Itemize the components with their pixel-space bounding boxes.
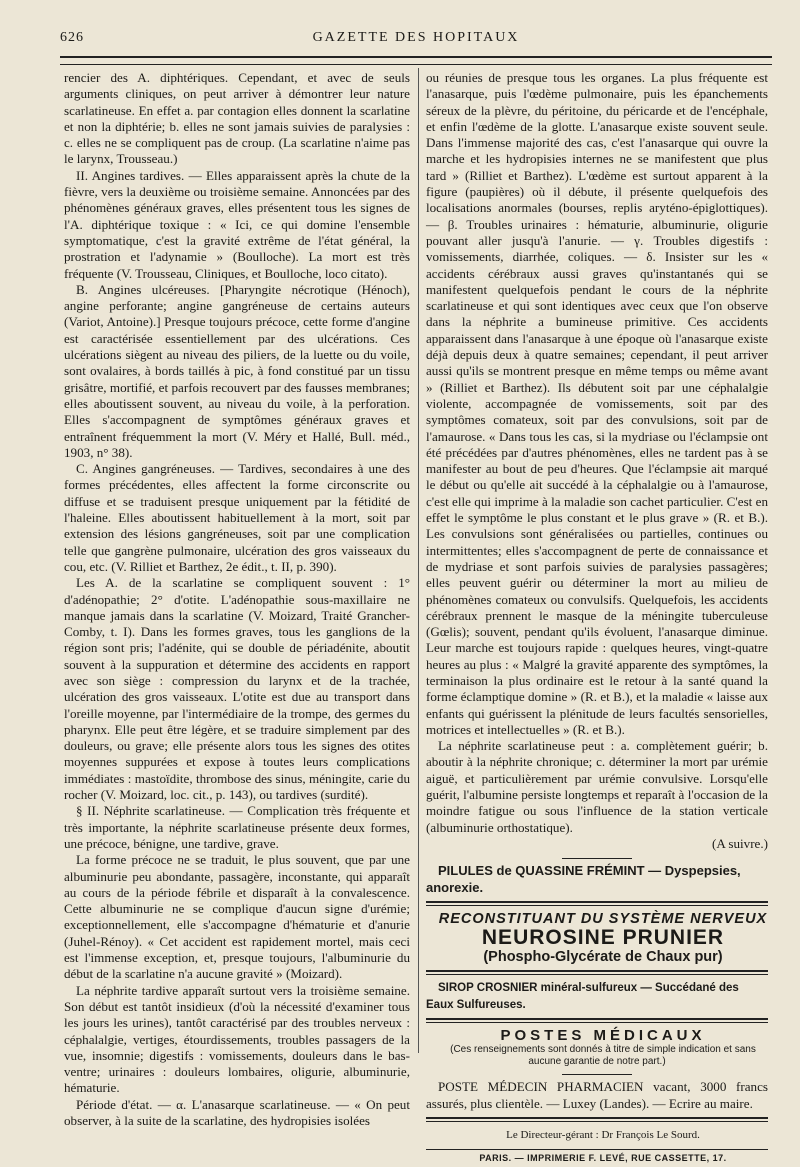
left-column — [64, 70, 410, 1129]
paragraph: II. Angines tardives. — Elles apparaissent après la chute de la fièvre, vers la deuxième ou troisième semaine. Annoncées par des phénomènes généraux graves, elles présentent tous les signes de l'A. diphtérique toxique : « Ici, ce qui domine l'ensemble symptomatique, c'est la gravité extrême de l'état général, la prostration et l'adynamie » (Boulloche). La mort est très fréquente (V. Trousseau, Cliniques, et Boulloche, loco citato). — [64, 167, 410, 281]
ad-neurosine: NEUROSINE PRUNIER — [481, 926, 725, 950]
paragraph: La néphrite tardive apparaît surtout vers la troisième semaine. Son début est tantôt insidieux (d'où la nécessité d'examiner tous les jours les urines), tantôt caractérisé par des troubles nerveux : céphalalgie, vertiges, étourdissements, troubles passagers de la vue, insomnie; digestifs : vomissements, douleurs dans le bas-ventre; urinaires : douleurs lombaires, oligurie, albuminurie, hématurie. — [64, 982, 410, 1096]
ad-pilules: PILULES de QUASSINE FRÉMINT — Dyspepsies, anorexie. — [426, 863, 741, 895]
paragraph: Les A. de la scarlatine se compliquent souvent : 1° d'adénopathie; 2° d'otite. L'adénopathie sous-maxillaire ne manque jamais dans la scarlatine (V. Moizard, Traité Grancher-Comby, t. I). Dans les formes graves, tous les ganglions de la région sont pris; l'adénite, qui se double de périadénite, aboutit souvent à la suppuration et détermine des accidents en rapport avec son siège : compression du larynx et de la trachée, ulcération des gros vaisseaux. L'otite est due au transport dans l'oreille moyenne, par l'intermédiaire de la trompe, des germes du pharynx. Elle peut être légère, et se traduire simplement par des douleurs, ou grave; elle présente alors tous les signes des otites moyennes suppurées et expose à toutes leurs complications immédiates : mastoïdite, thrombose des sinus, méningite, carie du rocher (V. Moizard, loc. cit., p. 143), ou tardives (surdité). — [64, 575, 410, 803]
ad-rule — [426, 1018, 768, 1023]
paragraph: La néphrite scarlatineuse peut : a. complètement guérir; b. aboutir à la néphrite chronique; c. déterminer la mort par urémie aiguë, et particulièrement par urémie convulsive. Lorsqu'elle guérit, l'albumine persiste longtemps et reparaît à l'occasion de la moindre fatigue ou sous l'influence de la station verticale (albuminurie orthostatique). — [426, 738, 768, 835]
postes-note: (Ces renseignements sont donnés à titre de simple indication et sans aucune garantie de notre part.) — [450, 1044, 756, 1068]
page-number: 626 — [60, 30, 84, 45]
paragraph: La forme précoce ne se traduit, le plus souvent, que par une albuminurie peu abondante, passagère, inconstante, qui apparaît au cours de la période fébrile et disparaît à la convalescence. Cette albuminurie ne se complique d'aucun signe d'urémie; exceptionnellement, elle s'accompagne d'hématurie et d'anurie (Juhel-Rénoy). « Cet accident est rapidement mortel, mais ceci est l'immense exception, et, presque toujours, l'albuminurie du début de la scarlatine n'a aucune gravité » (Moizard). — [64, 852, 410, 982]
column-divider — [418, 68, 419, 1053]
ad-phospho: (Phospho-Glycérate de Chaux pur) — [483, 949, 723, 966]
ad-reconstituant: RECONSTITUANT DU SYSTÈME NERVEUX — [438, 910, 768, 927]
ad-sirop: SIROP CROSNIER minéral-sulfureux — Succédané des Eaux Sulfureuses. — [426, 982, 739, 1011]
ad-rule — [426, 1117, 768, 1122]
separator — [562, 1074, 632, 1075]
running-title: GAZETTE DES HOPITAUX — [312, 30, 520, 45]
paragraph: § II. Néphrite scarlatineuse. — Complication très fréquente et très importante, la néphrite scarlatineuse présente deux formes, une précoce, bénigne, une tardive, grave. — [64, 803, 410, 851]
to-be-continued: (A suivre.) — [712, 835, 768, 851]
page-header — [60, 30, 772, 52]
paragraph: rencier des A. diphtériques. Cependant, et avec de seuls arguments cliniques, on peut arriver à démontrer leur nature scarlatineuse. En effet a. par contagion elles donnent la scarlatine et non la diphtérie; b. elles ne sont jamais suivies de paralysies : c. elles ne se compliquent pas de croup. (La scarlatine n'aime pas le larynx, Trousseau.) — [64, 70, 410, 167]
paragraph: ou réunies de presque tous les organes. La plus fréquente est l'anasarque, puis l'œdème pulmonaire, puis les épanchements séreux de la plèvre, du péritoine, du péricarde et de l'encéphale, et enfin l'œdème de la glotte. L'anasarque existe souvent seule. Dans l'immense majorité des cas, c'est l'anasarque qui ouvre la marche et les hydropisies internes ne se manifestent que plus tard » (Rilliet et Barthez). L'œdème est surtout apparent à la figure (paupières) où il débute, il présente quelquefois des localisations anormales (bourses, replis aryténo-épiglottiques). — β. Troubles urinaires : hématurie, albuminurie, oligurie pouvant aller jusqu'à l'anurie. — γ. Troubles digestifs : vomissements, diarrhée, coliques. — δ. Insister sur les « accidents cérébraux aussi graves qu'instantanés qui se manifestent quelquefois pendant le cours de la néphrite scarlatineuse et qui sont identiques avec ceux que l'on observe dans la néphrite a bumineuse primitive. Ces accidents apparaissent dans l'anasarque à une époque où l'anasarque existe déjà depuis deux à quatre semaines; cependant, il peut arriver aussi qu'ils se montrent presque en même temps ou même avant » (Rilliet et Barthez). Ils débutent soit par une céphalalgie violente, accompagnée de vomissements, soit par des symptômes comateux, soit par des convulsions, soit par de l'amaurose. « Dans tous les cas, si la mydriase ou l'éclampsie ont été précédées par d'autres phénomènes, elles ne tardent pas à se manifester au bout de peu d'heures. Que l'éclampsie ait marqué le début ou qu'elle ait succédé à la céphalalgie ou à l'amaurose, c'est elle qui imprime à la maladie son cachet particulier. C'est en effet le symptôme le plus constant et le plus grave » (R. et B.). Les convulsions sont généralisées ou partielles, continues ou intermittentes; elles s'accompagnent de perte de connaissance et de mydriase et sont parfois suivies de paralysies passagères; elles peuvent guérir ou déterminer la mort au milieu de phénomènes comateux ou convulsifs. Quelquefois, les accidents cérébraux prennent le masque de la méningite tuberculeuse (Gœlis); souvent, pendant qu'ils évoluent, l'anasarque diminue. Leur marche est toujours rapide : quelques heures, vingt-quatre heures au plus : « Malgré la gravité apparente des symptômes, la terminaison la plus ordinaire est le retour à la santé quand la forme éclamptique domine » (R. et B.), et la maladie « laisse aux enfants qui guérissent la plénitude de leurs facultés sensorielles, motrices et intellectuelles » (R. et B.). — [426, 70, 768, 737]
paragraph: Période d'état. — α. L'anasarque scarlatineuse. — « On peut observer, à la suite de la scarlatine, des hydropisies isolées — [64, 1096, 410, 1128]
ad-rule — [426, 970, 768, 975]
postes-title: POSTES MÉDICAUX — [500, 1027, 706, 1045]
poste-medecin: POSTE MÉDECIN PHARMACIEN vacant, 3000 francs assurés, plus clientèle. — Luxey (Landes). — Ecrire au maire. — [426, 1079, 768, 1111]
header-rule — [60, 56, 772, 65]
paragraph: C. Angines gangréneuses. — Tardives, secondaires à une des formes précédentes, elles affectent la forme circonscrite ou diffuse et se traduisent presque uniquement par la fétidité de l'haleine. Elles aboutissent habituellement à la mort, soit par extension des lésions gangréneuses, soit par une complication telle que gangrène pulmonaire, ulcération des gros vaisseaux du cou, etc. (V. Rilliet et Barthez, 2e édit., t. II, p. 390). — [64, 461, 410, 574]
separator — [562, 858, 632, 859]
right-column — [426, 70, 768, 1167]
imprimerie: PARIS. — IMPRIMERIE F. LEVÉ, RUE CASSETTE, 17. — [479, 1153, 727, 1164]
ad-rule — [426, 901, 768, 906]
directeur-gerant: Le Directeur-gérant : Dr François Le Sourd. — [506, 1128, 700, 1141]
paragraph: B. Angines ulcéreuses. [Pharyngite nécrotique (Hénoch), angine perforante; angine gangréneuse de certains auteurs (Variot, Antoine).] Presque toujours précoce, cette forme d'angine est caractérisée essentiellement par des ulcérations. Ces ulcérations siègent au niveau des piliers, de la luette ou du voile, sont ovalaires, à bords taillés à pic, à fond constitué par un tissu grisâtre, mortifié, et parfois recouvert par des fausses membranes; elles aboutissent souvent, au niveau du voile, à la perforation. Elles s'accompagnent de symptômes généraux graves et entraînent fréquemment la mort (V. Méry et Hallé, Bull. méd., 1903, n° 38). — [64, 281, 410, 460]
